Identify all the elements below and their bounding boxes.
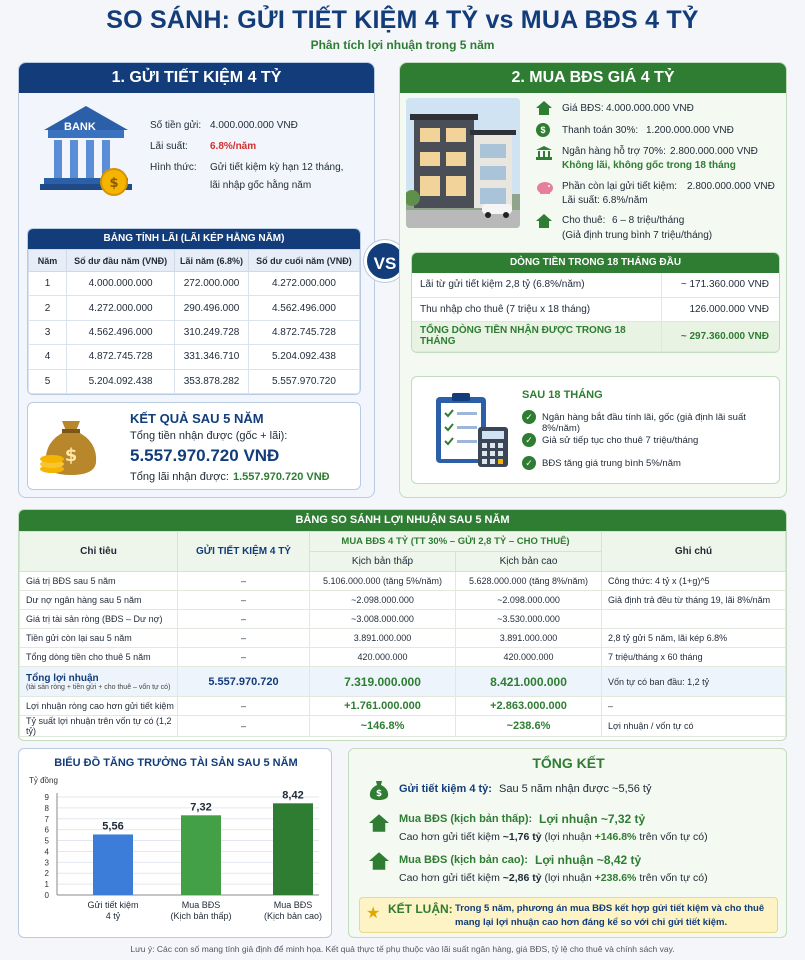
table-cell: 5.204.092.438 (67, 369, 175, 393)
comparison-table (18, 509, 787, 741)
table-row (20, 716, 786, 737)
page-title: SO SÁNH: GỬI TIẾT KIỆM 4 TỶ vs MUA BĐS 4 TỶ (106, 6, 699, 34)
payment-value: 1.200.000.000 VNĐ (646, 125, 734, 136)
col-high-scenario: Kịch bản cao (456, 552, 602, 572)
remain-rate: Lãi suất: 6.8%/năm (562, 195, 648, 206)
table-cell: 5.557.970.720 (248, 369, 359, 393)
net-high: +2.863.000.000 (456, 697, 602, 716)
interest-table-title: BẢNG TÍNH LÃI (LÃI KÉP HẰNG NĂM) (28, 229, 360, 249)
bank-sign: BANK (64, 121, 96, 133)
table-cell: – (178, 629, 310, 648)
home-icon (536, 101, 552, 118)
col-saving: GỬI TIẾT KIỆM 4 TỶ (178, 532, 310, 572)
table-row (29, 272, 360, 296)
summary-high-detail (399, 872, 708, 884)
interest-table (27, 228, 361, 395)
result-box (27, 402, 361, 490)
table-cell: – (178, 591, 310, 610)
conclusion-box (359, 897, 778, 933)
table-cell: Giả định trả đều từ tháng 19, lãi 8%/năm (602, 591, 786, 610)
table-cell: 3.891.000.000 (456, 629, 602, 648)
after-item: Ngân hàng bắt đầu tính lãi, gốc (giả định lãi suất 8%/năm) (542, 412, 746, 434)
money-bag-small-icon (369, 779, 389, 804)
col-low-scenario: Kịch bản thấp (310, 552, 456, 572)
table-cell: 5.204.092.438 (248, 345, 359, 369)
col-year: Năm (29, 250, 67, 272)
dollar-icon: $ (536, 123, 550, 137)
yield-label: Tỷ suất lợi nhuận trên vốn tự có (1,2 tỷ) (20, 716, 178, 737)
yield-saving: – (178, 716, 310, 737)
result-interest-label: Tổng lãi nhận được: (130, 471, 229, 483)
table-row (29, 369, 360, 393)
conclusion-line2: mang lại lợi nhuận cao hơn đáng kể so với chỉ gửi tiết kiệm. (455, 917, 728, 928)
table-row (20, 629, 786, 648)
net-label: Lợi nhuận ròng cao hơn gửi tiết kiệm (20, 697, 178, 716)
cashflow-total-row (412, 321, 779, 351)
table-cell: 420.000.000 (456, 648, 602, 667)
table-row (29, 296, 360, 320)
detail-text: (lợi nhuận (544, 831, 592, 843)
after-title: SAU 18 THÁNG (522, 389, 603, 401)
after-item: BĐS tăng giá trung bình 5%/năm (542, 458, 681, 469)
detail-text: Cao hơn gửi tiết kiệm (399, 872, 500, 884)
vs-badge: VS (364, 240, 406, 282)
star-icon: ★ (366, 905, 381, 922)
y-tick-label: 3 (44, 858, 49, 868)
result-interest-value: 1.557.970.720 VNĐ (233, 471, 330, 483)
loan-value: 2.800.000.000 VNĐ (670, 146, 758, 157)
remain-value: 2.800.000.000 VNĐ (687, 181, 775, 192)
remain-label: Phần còn lại gửi tiết kiệm: (562, 181, 678, 192)
piggy-bank-icon (536, 180, 554, 197)
table-row (20, 697, 786, 716)
table-cell: 4.872.745.728 (67, 345, 175, 369)
cashflow-item: Thu nhập cho thuê (7 triệu x 18 tháng) (412, 297, 661, 321)
table-cell: 4 (29, 345, 67, 369)
bank-small-icon (536, 146, 552, 163)
col-note: Ghi chú (602, 532, 786, 572)
profit-sublabel: (tài sản ròng + tiền gửi + cho thuê – vốn tự có) (26, 683, 171, 691)
x-tick-label: Mua BĐS (273, 900, 313, 910)
home-icon (369, 814, 389, 835)
form-value-line1: Gửi tiết kiệm kỳ hạn 12 tháng, (210, 162, 344, 173)
table-cell: 4.000.000.000 (67, 272, 175, 296)
yield-note: Lợi nhuận / vốn tự có (602, 716, 786, 737)
cashflow-total-value: ~ 297.360.000 VNĐ (661, 321, 779, 351)
table-cell: 2,8 tỷ gửi 5 năm, lãi kép 6.8% (602, 629, 786, 648)
net-saving: – (178, 697, 310, 716)
growth-chart (18, 748, 332, 938)
cashflow-amount: 126.000.000 VNĐ (661, 297, 779, 321)
loan-note: Không lãi, không gốc trong 18 tháng (562, 160, 736, 171)
y-tick-label: 0 (44, 891, 49, 900)
table-cell: ~2.098.000.000 (310, 591, 456, 610)
chart-title: BIỂU ĐỒ TĂNG TRƯỞNG TÀI SẢN SAU 5 NĂM (54, 757, 298, 769)
y-tick-label: 7 (44, 814, 49, 824)
table-cell: 3.891.000.000 (310, 629, 456, 648)
result-total-label: Tổng tiền nhận được (gốc + lãi): (130, 430, 288, 442)
table-cell: – (178, 610, 310, 629)
x-tick-label: 4 tỷ (105, 911, 121, 921)
col-end-balance: Số dư cuối năm (VNĐ) (248, 250, 359, 272)
table-cell: 310.249.728 (175, 320, 249, 344)
x-tick-label: Gửi tiết kiệm (87, 900, 139, 910)
table-row (412, 297, 779, 321)
rate-label: Lãi suất: (150, 141, 188, 152)
result-title: KẾT QUẢ SAU 5 NĂM (130, 411, 264, 426)
col-start-balance: Số dư đầu năm (VNĐ) (67, 250, 175, 272)
table-row (20, 591, 786, 610)
check-icon: ✓ (522, 410, 536, 424)
table-cell: 4.272.000.000 (67, 296, 175, 320)
profit-label-cell (20, 667, 178, 697)
table-cell: Công thức: 4 tỷ x (1+g)^5 (602, 572, 786, 591)
after-item: Giả sử tiếp tục cho thuê 7 triệu/tháng (542, 435, 699, 446)
conclusion-label: KẾT LUẬN: (388, 902, 453, 916)
rate-value: 6.8%/năm (210, 141, 257, 152)
x-tick-label: Mua BĐS (181, 900, 221, 910)
y-tick-label: 9 (44, 793, 49, 802)
summary-high-label: Mua BĐS (kịch bản cao): (399, 854, 528, 866)
table-cell: 2 (29, 296, 67, 320)
bar-value-label: 7,32 (190, 801, 212, 814)
rent-home-icon (536, 214, 552, 231)
col-metric: Chỉ tiêu (20, 532, 178, 572)
bar (181, 815, 221, 895)
summary-box (348, 748, 787, 938)
y-tick-label: 1 (44, 880, 49, 890)
bar (273, 803, 313, 895)
summary-high-text: Lợi nhuận ~8,42 tỷ (535, 853, 642, 867)
profit-high: 8.421.000.000 (456, 667, 602, 697)
net-low: +1.761.000.000 (310, 697, 456, 716)
y-tick-label: 2 (44, 869, 49, 879)
house-image (406, 98, 520, 228)
table-row (20, 572, 786, 591)
after-18-months-box (411, 376, 780, 484)
y-tick-label: 4 (44, 847, 49, 857)
detail-text: trên vốn tự có) (639, 872, 708, 884)
y-tick-label: 8 (44, 803, 49, 813)
cashflow-item: Lãi từ gửi tiết kiệm 2,8 tỷ (6.8%/năm) (412, 273, 661, 297)
summary-low-text: Lợi nhuận ~7,32 tỷ (539, 812, 646, 826)
svg-text:$: $ (64, 445, 78, 466)
col-interest: Lãi năm (6.8%) (175, 250, 249, 272)
detail-percent: +238.6% (594, 872, 637, 884)
table-cell: – (178, 648, 310, 667)
cashflow-total-label: TỔNG DÒNG TIỀN NHẬN ĐƯỢC TRONG 18 THÁNG (412, 321, 661, 351)
bar-value-label: 5,56 (102, 820, 124, 833)
table-cell: 331.346.710 (175, 345, 249, 369)
x-tick-label: (Kịch bản thấp) (170, 911, 232, 921)
net-note: – (602, 697, 786, 716)
col-property: MUA BĐS 4 TỶ (TT 30% – GỬI 2,8 TỶ – CHO THUÊ) (310, 532, 602, 552)
cashflow-amount: ~ 171.360.000 VNĐ (661, 273, 779, 297)
form-label: Hình thức: (150, 162, 197, 173)
table-cell: 420.000.000 (310, 648, 456, 667)
detail-amount: ~2,86 tỷ (502, 872, 542, 884)
table-row (412, 273, 779, 297)
table-cell: 4.562.496.000 (248, 296, 359, 320)
table-cell: Dư nợ ngân hàng sau 5 năm (20, 591, 178, 610)
summary-saving-text: Sau 5 năm nhận được ~5,56 tỷ (499, 783, 652, 795)
table-cell: Giá trị tài sản ròng (BĐS – Dư nợ) (20, 610, 178, 629)
table-cell: 5.106.000.000 (tăng 5%/năm) (310, 572, 456, 591)
detail-text: (lợi nhuận (544, 872, 592, 884)
table-row (20, 648, 786, 667)
table-cell: 5 (29, 369, 67, 393)
check-icon: ✓ (522, 456, 536, 470)
profit-saving: 5.557.970.720 (178, 667, 310, 697)
chart-svg (19, 771, 333, 937)
cashflow-table (411, 252, 780, 353)
table-cell: 272.000.000 (175, 272, 249, 296)
rent-value: 6 – 8 triệu/tháng (612, 215, 685, 226)
deposit-label: Số tiền gửi: (150, 120, 202, 131)
table-row (29, 345, 360, 369)
price-value: 4.000.000.000 VNĐ (606, 103, 694, 114)
table-cell: Tổng dòng tiền cho thuê 5 năm (20, 648, 178, 667)
property-panel-heading: 2. MUA BĐS GIÁ 4 TỶ (400, 63, 786, 93)
summary-low-detail (399, 831, 708, 843)
profit-low: 7.319.000.000 (310, 667, 456, 697)
table-row (20, 610, 786, 629)
comparison-title: BẢNG SO SÁNH LỢI NHUẬN SAU 5 NĂM (19, 510, 786, 531)
yield-high: ~238.6% (456, 716, 602, 737)
summary-low-label: Mua BĐS (kịch bản thấp): (399, 813, 533, 825)
table-cell: – (178, 572, 310, 591)
price-label: Giá BĐS: (562, 103, 604, 114)
table-cell: ~3.008.000.000 (310, 610, 456, 629)
rent-note: (Giả định trung bình 7 triệu/tháng) (562, 230, 713, 241)
svg-text:$: $ (375, 789, 383, 799)
profit-note: Vốn tự có ban đầu: 1,2 tỷ (602, 667, 786, 697)
rent-label: Cho thuê: (562, 215, 606, 226)
detail-text: Cao hơn gửi tiết kiệm (399, 831, 500, 843)
table-cell: 290.496.000 (175, 296, 249, 320)
table-cell: 4.562.496.000 (67, 320, 175, 344)
table-cell: 4.272.000.000 (248, 272, 359, 296)
saving-panel-heading: 1. GỬI TIẾT KIỆM 4 TỶ (19, 63, 374, 93)
table-cell: 5.628.000.000 (tăng 8%/năm) (456, 572, 602, 591)
detail-percent: +146.8% (594, 831, 637, 843)
bar (93, 834, 133, 895)
conclusion-line1: Trong 5 năm, phương án mua BĐS kết hợp gửi tiết kiệm và cho thuê (455, 903, 765, 914)
check-icon: ✓ (522, 433, 536, 447)
y-axis-label: Tỷ đồng (29, 776, 58, 785)
detail-text: trên vốn tự có) (639, 831, 708, 843)
detail-amount: ~1,76 tỷ (502, 831, 542, 843)
clipboard-calculator-icon (432, 391, 512, 471)
table-row (29, 320, 360, 344)
table-cell: 1 (29, 272, 67, 296)
table-cell: 7 triệu/tháng x 60 tháng (602, 648, 786, 667)
footnote: Lưu ý: Các con số mang tính giả định để minh họa. Kết quả thực tế phụ thuộc vào lãi suất ngân hàng, giá BĐS, tỷ lệ cho thuê và chính sách vay. (130, 944, 675, 954)
deposit-value: 4.000.000.000 VNĐ (210, 120, 298, 131)
loan-label: Ngân hàng hỗ trợ 70%: (562, 146, 666, 157)
page-subtitle: Phân tích lợi nhuận trong 5 năm (310, 38, 495, 52)
summary-saving-label: Gửi tiết kiệm 4 tỷ: (399, 783, 492, 795)
table-cell: Tiền gửi còn lại sau 5 năm (20, 629, 178, 648)
table-cell: 3 (29, 320, 67, 344)
table-row (20, 667, 786, 697)
y-tick-label: 6 (44, 825, 49, 835)
table-cell (602, 610, 786, 629)
yield-low: ~146.8% (310, 716, 456, 737)
money-bag-icon (36, 411, 106, 483)
result-total-value: 5.557.970.720 VNĐ (130, 446, 280, 465)
summary-title: TỔNG KẾT (532, 755, 605, 771)
y-tick-label: 5 (44, 836, 49, 846)
table-cell: 353.878.282 (175, 369, 249, 393)
bar-value-label: 8,42 (282, 789, 304, 802)
payment-label: Thanh toán 30%: (562, 125, 639, 136)
table-cell: 4.872.745.728 (248, 320, 359, 344)
table-cell: Giá trị BĐS sau 5 năm (20, 572, 178, 591)
svg-text:$: $ (109, 176, 119, 191)
home-icon (369, 852, 389, 873)
form-value-line2: lãi nhập gốc hằng năm (210, 180, 312, 191)
bank-icon (36, 100, 136, 200)
table-cell: ~3.530.000.000 (456, 610, 602, 629)
cashflow-title: DÒNG TIỀN TRONG 18 THÁNG ĐẦU (412, 253, 779, 273)
profit-label: Tổng lợi nhuận (26, 672, 99, 684)
x-tick-label: (Kịch bản cao) (263, 911, 323, 921)
table-cell: ~2.098.000.000 (456, 591, 602, 610)
